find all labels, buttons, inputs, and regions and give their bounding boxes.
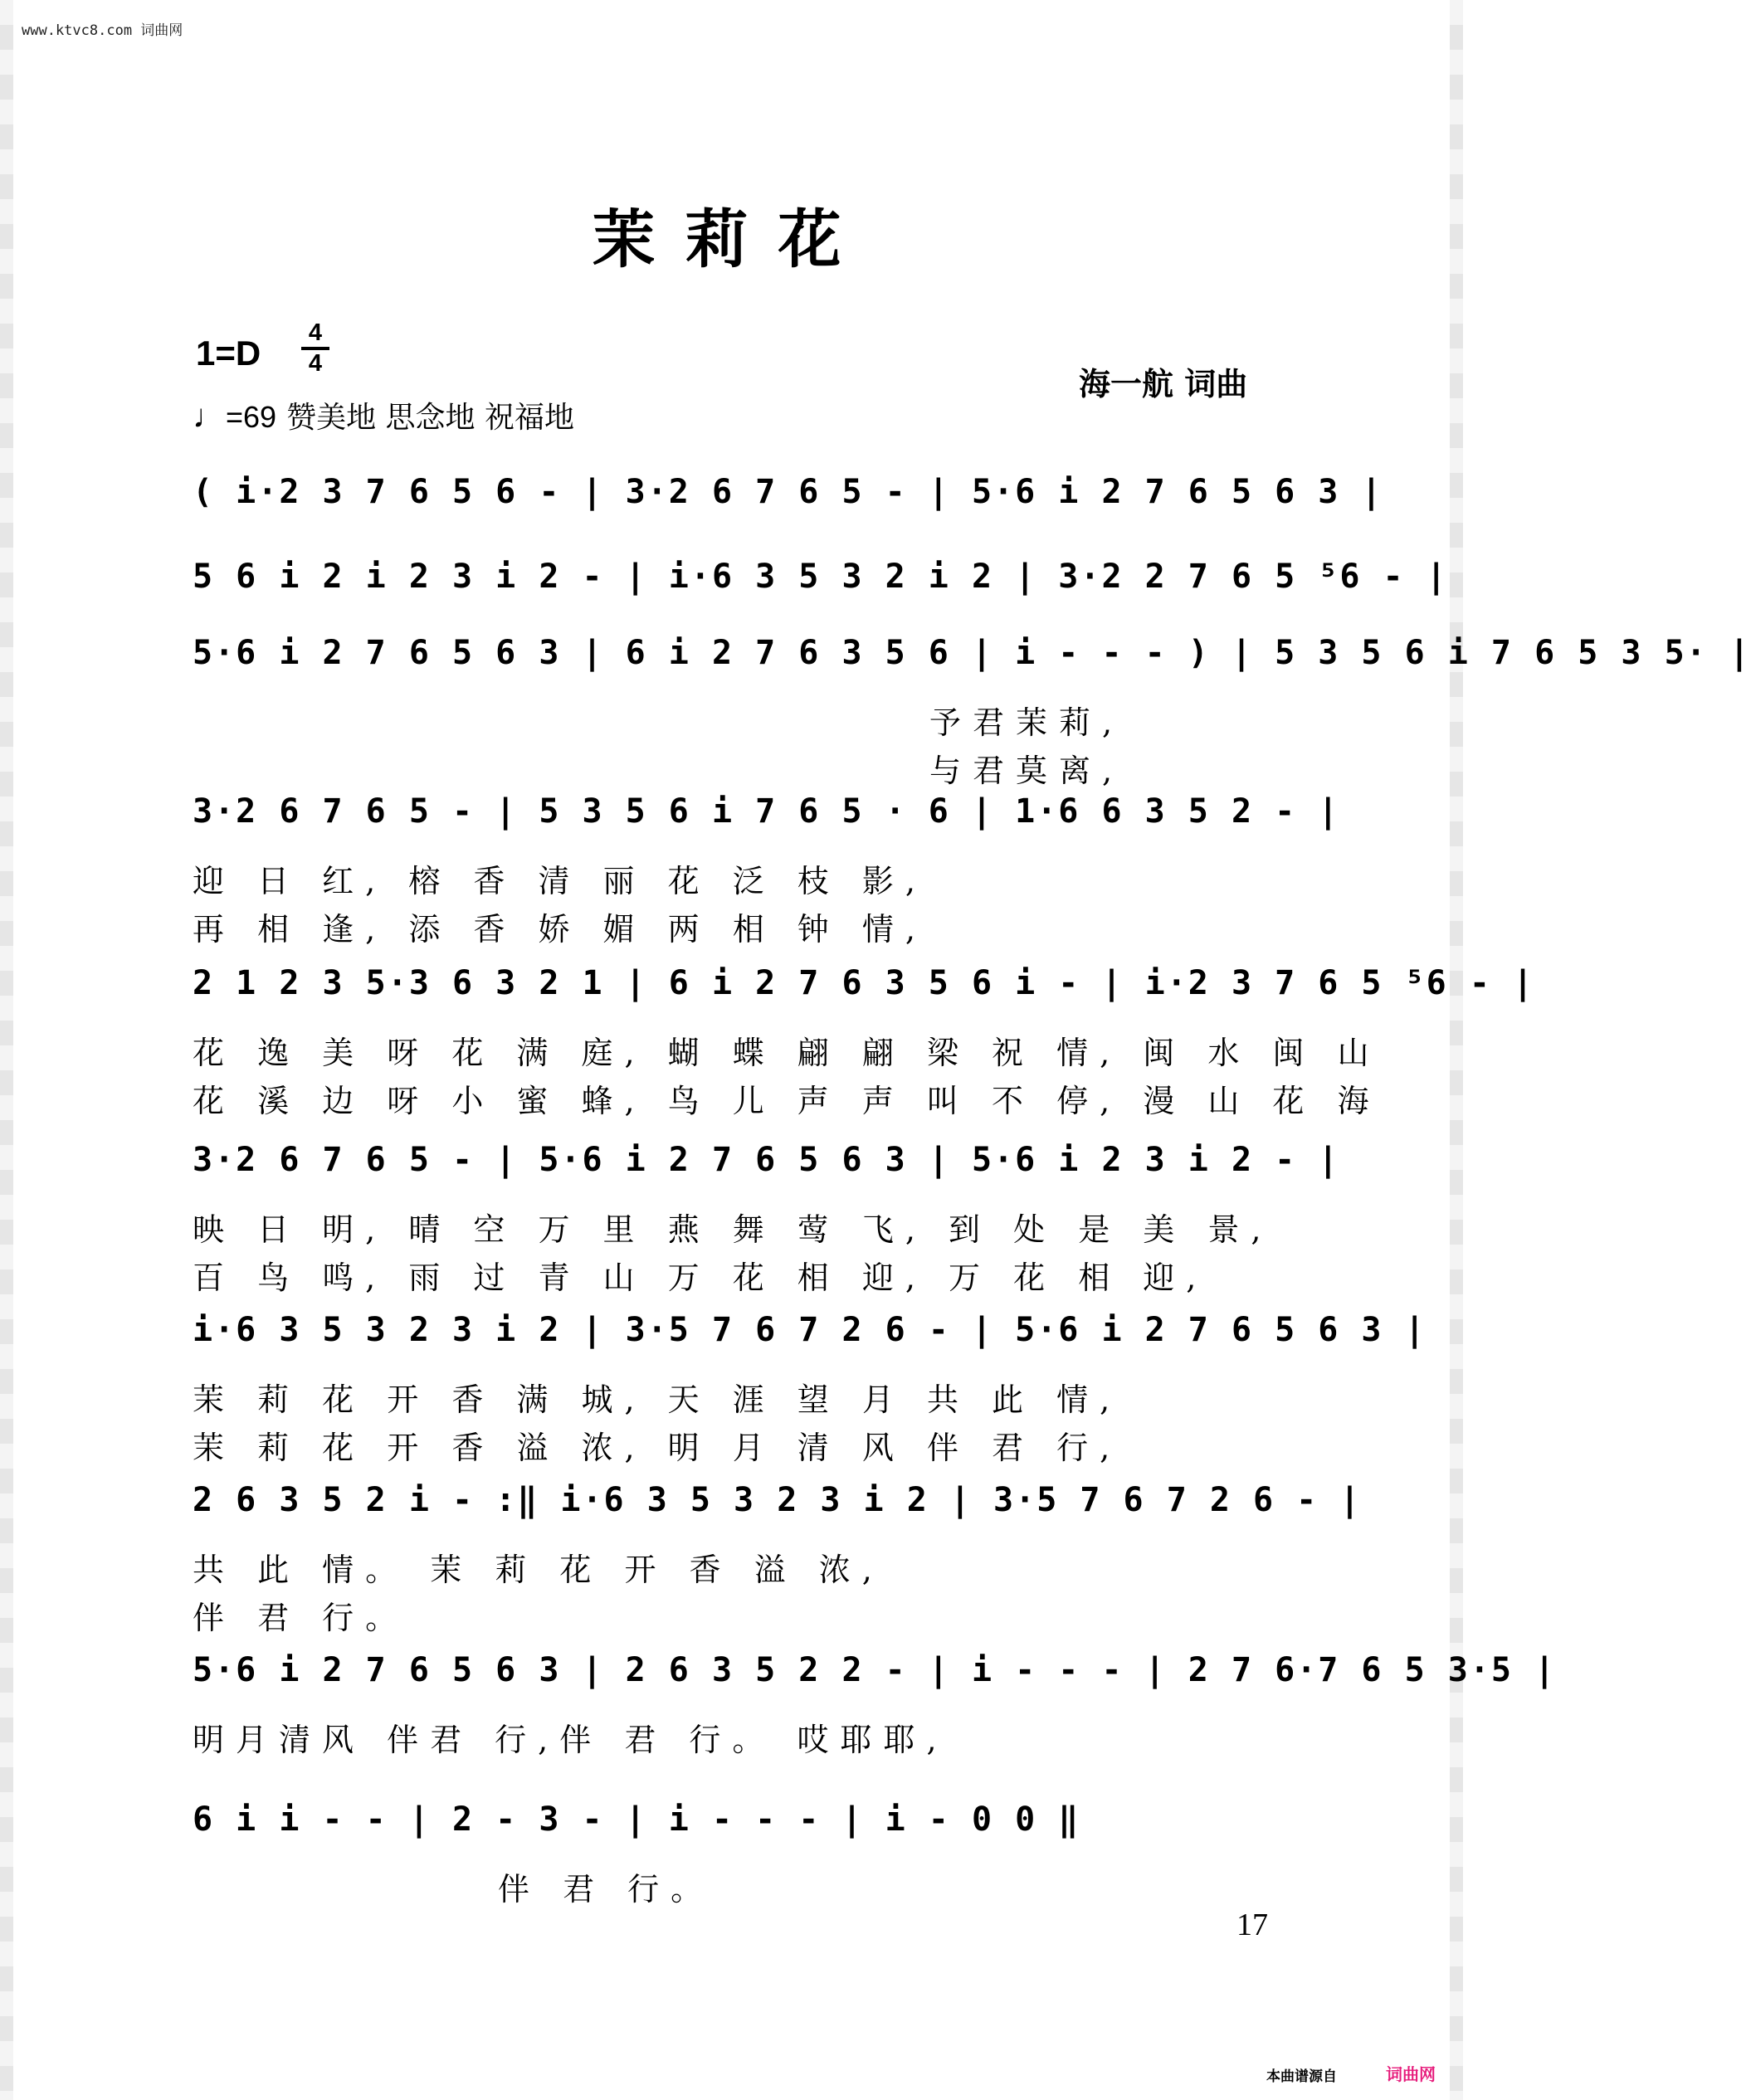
notation-line: i·6 3 5 3 2 3 i 2 | 3·5 7 6 7 2 6 - | 5·6 i 2 7 6 5 6 3 |	[193, 1311, 1427, 1349]
meter-bottom: 4	[308, 350, 323, 377]
lyric-line: 明月清风 伴君 行,伴 君 行。 哎耶耶,	[193, 1722, 949, 1758]
time-signature	[301, 320, 329, 377]
lyric-line: 再 相 逢, 添 香 娇 媚 两 相 钟 情,	[193, 911, 927, 948]
tempo-marking	[193, 394, 574, 436]
right-margin-strip	[1450, 0, 1463, 2100]
author-credit: 海一航 词曲	[1079, 366, 1248, 402]
left-margin-strip	[0, 0, 13, 2100]
expression-mood: 赞美地 思念地 祝福地	[286, 401, 574, 435]
quarter-note-icon: ♩	[193, 398, 226, 435]
lyric-line: 花 逸 美 呀 花 满 庭, 蝴 蝶 翩 翩 梁 祝 情, 闽 水 闽 山	[193, 1035, 1381, 1071]
lyric-line: 百 鸟 鸣, 雨 过 青 山 万 花 相 迎, 万 花 相 迎,	[193, 1260, 1208, 1296]
notation-line: 3·2 6 7 6 5 - | 5 3 5 6 i 7 6 5 · 6 | 1·6 6 3 5 2 - |	[193, 792, 1340, 831]
key-signature: 1=D	[196, 334, 261, 373]
footer-source: 本曲谱源自	[1266, 2068, 1337, 2085]
notation-line: ( i·2 3 7 6 5 6 - | 3·2 6 7 6 5 - | 5·6 i 2 7 6 5 6 3 |	[193, 473, 1383, 511]
lyric-line: 迎 日 红, 榕 香 清 丽 花 泛 枝 影,	[193, 863, 927, 899]
lyric-line: 映 日 明, 晴 空 万 里 燕 舞 莺 飞, 到 处 是 美 景,	[193, 1211, 1273, 1248]
notation-line: 3·2 6 7 6 5 - | 5·6 i 2 7 6 5 6 3 | 5·6 i 2 3 i 2 - |	[193, 1141, 1340, 1179]
lyric-line: 伴 君 行。	[498, 1871, 715, 1908]
lyric-line: 予君茉莉,	[929, 704, 1124, 741]
notation-line: 5 6 i 2 i 2 3 i 2 - | i·6 3 5 3 2 i 2 | 3·2 2 7 6 5 ⁵6 - |	[193, 558, 1448, 596]
tempo-value: =69	[226, 400, 277, 434]
lyric-line: 与君莫离,	[929, 753, 1124, 789]
lyric-line: 茉 莉 花 开 香 溢 浓, 明 月 清 风 伴 君 行,	[193, 1430, 1122, 1466]
notation-line: 6 i i - - | 2 - 3 - | i - - - | i - 0 0 ‖	[193, 1800, 1080, 1839]
lyric-line: 共 此 情。 茉 莉 花 开 香 溢 浓,	[193, 1552, 884, 1588]
notation-line: 5·6 i 2 7 6 5 6 3 | 2 6 3 5 2 2 - | i - - - | 2 7 6·7 6 5 3·5 |	[193, 1651, 1557, 1689]
footer-brand: 词曲网	[1386, 2064, 1436, 2084]
header-url: www.ktvc8.com 词曲网	[22, 22, 183, 39]
meter-top: 4	[308, 319, 323, 346]
page-number: 17	[1236, 1908, 1268, 1942]
song-title: 茉莉花	[592, 202, 871, 276]
notation-line: 5·6 i 2 7 6 5 6 3 | 6 i 2 7 6 3 5 6 | i - - - ) | 5 3 5 6 i 7 6 5 3 5· |	[193, 634, 1751, 672]
notation-line: 2 6 3 5 2 i - :‖ i·6 3 5 3 2 3 i 2 | 3·5 7 6 7 2 6 - |	[193, 1481, 1362, 1519]
lyric-line: 花 溪 边 呀 小 蜜 蜂, 鸟 儿 声 声 叫 不 停, 漫 山 花 海	[193, 1083, 1381, 1119]
lyric-line: 茉 莉 花 开 香 满 城, 天 涯 望 月 共 此 情,	[193, 1381, 1122, 1418]
lyric-line: 伴 君 行。	[193, 1600, 409, 1636]
notation-line: 2 1 2 3 5·3 6 3 2 1 | 6 i 2 7 6 3 5 6 i - | i·2 3 7 6 5 ⁵6 - |	[193, 964, 1535, 1002]
